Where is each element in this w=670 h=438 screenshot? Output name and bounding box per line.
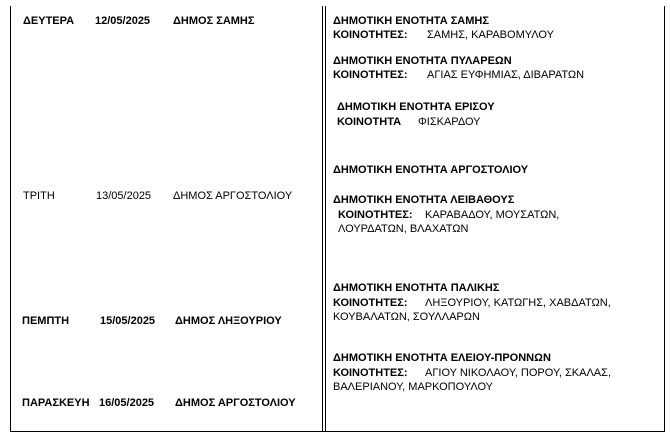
row-municipality: ΔΗΜΟΣ ΣΑΜΗΣ (173, 15, 255, 27)
unit-title: ΔΗΜΟΤΙΚΗ ΕΝΟΤΗΤΑ ΕΡΙΣΟΥ (337, 101, 495, 113)
unit-communities: ΚΟΥΒΑΛΑΤΩΝ, ΣΟΥΛΛΑΡΩΝ (333, 311, 480, 323)
row-municipality: ΔΗΜΟΣ ΑΡΓΟΣΤΟΛΙΟΥ (173, 190, 293, 202)
unit-communities: ΣΑΜΗΣ, ΚΑΡΑΒΟΜΥΛΟΥ (427, 29, 554, 41)
unit-label: ΚΟΙΝΟΤΗΤΕΣ: (333, 297, 408, 309)
unit-communities: ΑΓΙΟΥ ΝΙΚΟΛΑΟΥ, ΠΟΡΟΥ, ΣΚΑΛΑΣ, (425, 367, 611, 379)
unit-title: ΔΗΜΟΤΙΚΗ ΕΝΟΤΗΤΑ ΣΑΜΗΣ (333, 15, 489, 27)
column-divider-inner (325, 6, 326, 432)
unit-title: ΔΗΜΟΤΙΚΗ ΕΝΟΤΗΤΑ ΑΡΓΟΣΤΟΛΙΟΥ (333, 164, 529, 176)
unit-label: ΚΟΙΝΟΤΗΤΑ (337, 116, 402, 128)
unit-title: ΔΗΜΟΤΙΚΗ ΕΝΟΤΗΤΑ ΠΥΛΑΡΕΩΝ (333, 55, 512, 67)
row-date: 15/05/2025 (100, 315, 156, 327)
unit-label: ΚΟΙΝΟΤΗΤΕΣ: (338, 209, 413, 221)
unit-communities: ΛΗΞΟΥΡΙΟΥ, ΚΑΤΩΓΗΣ, ΧΑΒΔΑΤΩΝ, (425, 297, 611, 309)
unit-label: ΚΟΙΝΟΤΗΤΕΣ: (333, 69, 408, 81)
row-day: ΠΑΡΑΣΚΕΥΗ (22, 397, 90, 409)
row-date: 12/05/2025 (95, 15, 151, 27)
row-day: ΔΕΥΤΕΡΑ (23, 15, 75, 27)
row-date: 16/05/2025 (99, 397, 155, 409)
row-date: 13/05/2025 (96, 190, 152, 202)
unit-communities: ΦΙΣΚΑΡΔΟΥ (418, 116, 481, 128)
unit-communities: ΑΓΙΑΣ ΕΥΦΗΜΙΑΣ, ΔΙΒΑΡΑΤΩΝ (427, 69, 585, 81)
row-municipality: ΔΗΜΟΣ ΛΗΞΟΥΡΙΟΥ (175, 315, 282, 327)
row-day: ΤΡΙΤΗ (23, 190, 55, 202)
unit-communities: ΒΑΛΕΡΙΑΝΟΥ, ΜΑΡΚΟΠΟΥΛΟΥ (333, 381, 493, 393)
unit-communities: ΚΑΡΑΒΑΔΟΥ, ΜΟΥΣΑΤΩΝ, (425, 209, 560, 221)
row-day: ΠΕΜΠΤΗ (22, 315, 70, 327)
unit-title: ΔΗΜΟΤΙΚΗ ΕΝΟΤΗΤΑ ΠΑΛΙΚΗΣ (333, 282, 500, 294)
unit-label: ΚΟΙΝΟΤΗΤΕΣ: (333, 29, 408, 41)
unit-communities: ΛΟΥΡΔΑΤΩΝ, ΒΛΑΧΑΤΩΝ (338, 223, 469, 235)
unit-title: ΔΗΜΟΤΙΚΗ ΕΝΟΤΗΤΑ ΕΛΕΙΟΥ-ΠΡΟΝΝΩΝ (333, 352, 551, 364)
unit-label: ΚΟΙΝΟΤΗΤΕΣ: (333, 367, 408, 379)
column-divider (322, 6, 323, 432)
row-municipality: ΔΗΜΟΣ ΑΡΓΟΣΤΟΛΙΟΥ (175, 397, 296, 409)
unit-title: ΔΗΜΟΤΙΚΗ ΕΝΟΤΗΤΑ ΛΕΙΒΑΘΟΥΣ (333, 194, 515, 206)
